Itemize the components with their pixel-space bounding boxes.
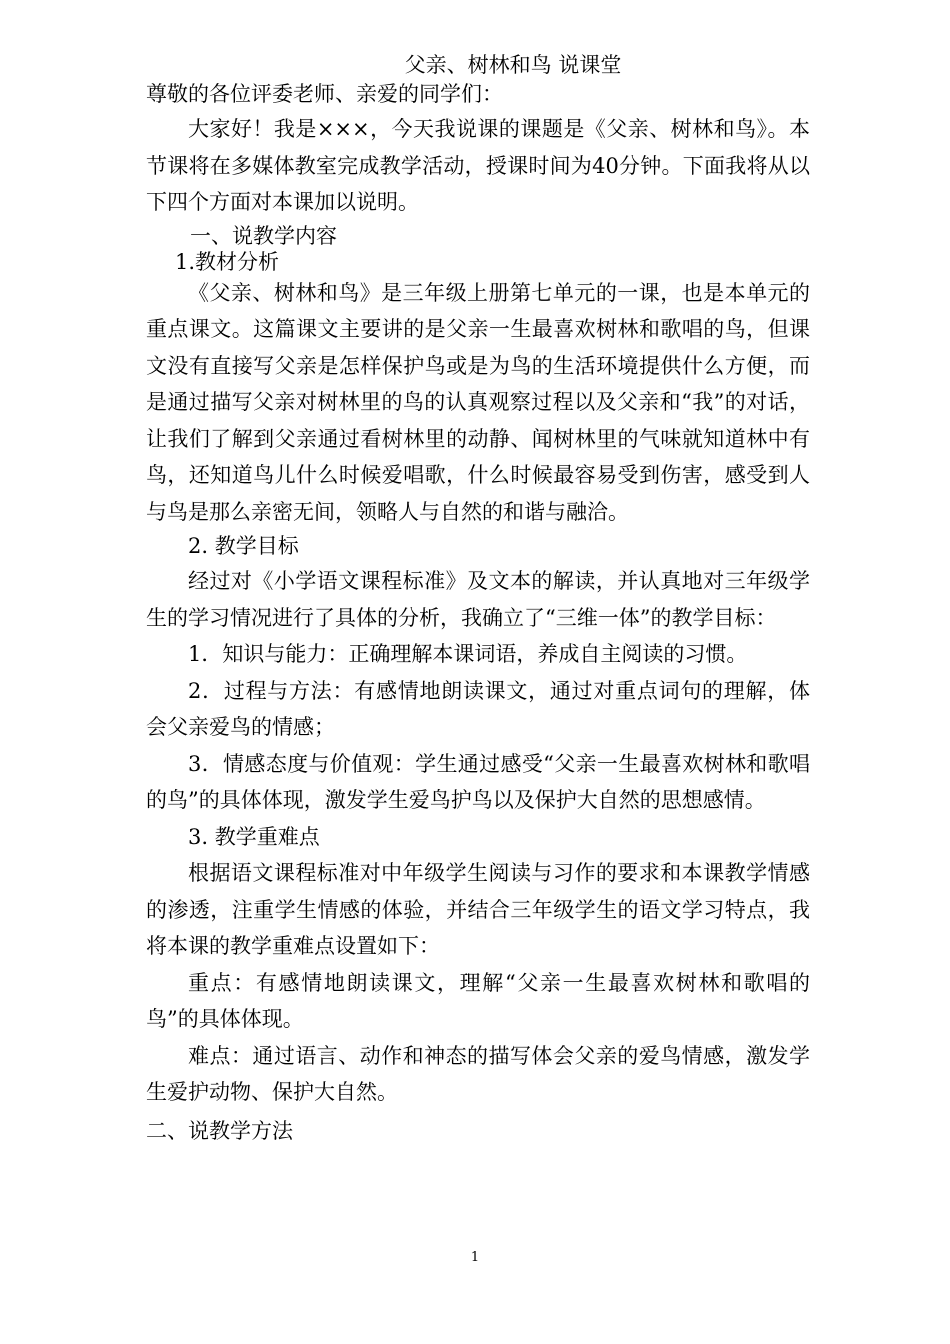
subheading-key-difficult-points: 3. 教学重难点 (188, 824, 320, 849)
goal-knowledge-ability: 1．知识与能力：正确理解本课词语，养成自主阅读的习惯。 (188, 642, 748, 666)
document-page (146, 52, 810, 1149)
document-title: 父亲、树林和鸟 说课堂 (404, 53, 622, 77)
intro-paragraph: 大家好！我是×××，今天我说课的课题是《父亲、树林和鸟》。本节课将在多媒体教室完成教学活动，授课时间为40分钟。下面我将从以下四个方面对本课加以说明。 (146, 117, 810, 214)
salutation: 尊敬的各位评委老师、亲爱的同学们： (146, 82, 503, 106)
subheading-teaching-goals: 2. 教学目标 (188, 534, 299, 558)
goal-emotion-values: 3．情感态度与价值观：学生通过感受“父亲一生最喜欢树林和歌唱的鸟”的具体体现，激发学生爱鸟护鸟以及保护大自然的思想感情。 (146, 751, 810, 812)
section-heading-teaching-content: 一、说教学内容 (190, 223, 337, 248)
key-difficult-points-paragraph: 根据语文课程标准对中年级学生阅读与习作的要求和本课教学情感的渗透，注重学生情感的体验，并结合三年级学生的语文学习特点，我将本课的教学重难点设置如下： (146, 861, 810, 958)
goal-process-method: 2．过程与方法：有感情地朗读课文，通过对重点词句的理解，体会父亲爱鸟的情感； (146, 678, 810, 739)
difficult-point: 难点：通过语言、动作和神态的描写体会父亲的爱鸟情感，激发学生爱护动物、保护大自然。 (146, 1043, 810, 1104)
teaching-goals-paragraph: 经过对《小学语文课程标准》及文本的解读，并认真地对三年级学生的学习情况进行了具体的分析，我确立了“三维一体”的教学目标： (146, 569, 810, 630)
subheading-textbook-analysis: 1.教材分析 (175, 249, 280, 274)
textbook-analysis-paragraph: 《父亲、树林和鸟》是三年级上册第七单元的一课，也是本单元的重点课文。这篇课文主要讲的是父亲一生最喜欢树林和歌唱的鸟，但课文没有直接写父亲是怎样保护鸟或是为鸟的生活环境提供什么方便，而是通过描写父亲对树林里的鸟的认真观察过程以及父亲和“我”的对话，让我们了解到父亲通过看树林里的动静、闻树林里的气味就知道林中有鸟，还知道鸟儿什么时候爱唱歌，什么时候最容易受到伤害，感受到人与鸟是那么亲密无间，领略人与自然的和谐与融洽。 (146, 280, 810, 524)
key-point: 重点：有感情地朗读课文，理解“父亲一生最喜欢树林和歌唱的鸟”的具体体现。 (146, 970, 810, 1031)
page-number: 1 (470, 1250, 480, 1265)
section-heading-teaching-methods: 二、说教学方法 (146, 1118, 293, 1143)
